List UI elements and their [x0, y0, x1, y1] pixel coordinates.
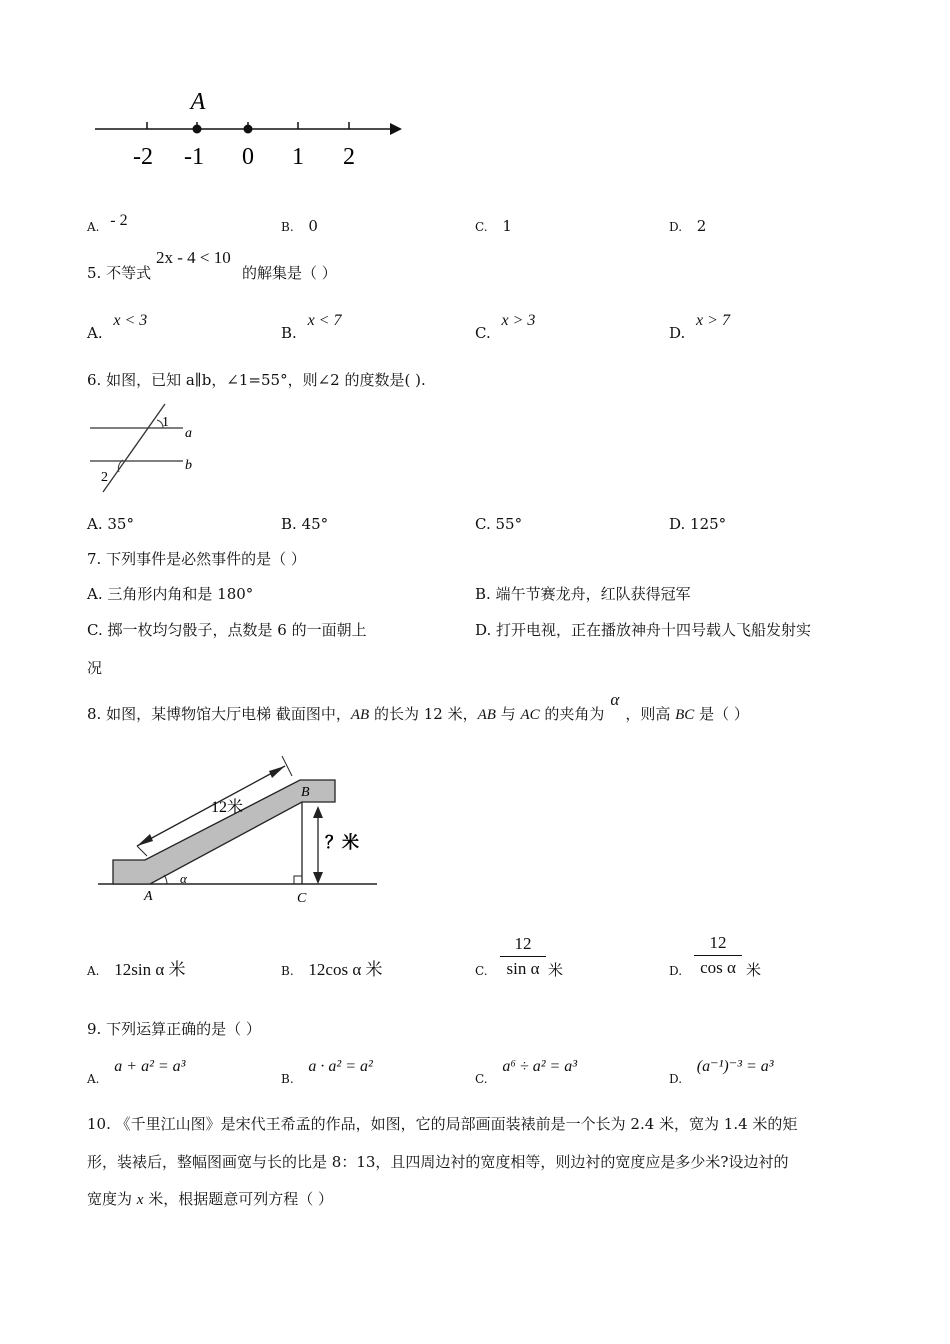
option-letter: D. [669, 515, 686, 533]
option-text: 12cos α 米 [308, 960, 383, 979]
q8-option-b[interactable] [281, 960, 383, 981]
option-letter: C. [475, 1072, 488, 1086]
tick-label: 0 [242, 144, 254, 170]
q6-option-b[interactable] [281, 514, 328, 534]
q5-option-b[interactable] [281, 310, 342, 342]
q8-ab: AB [350, 707, 370, 723]
q6-stem: 6. 如图，已知 a∥b，∠1=55°，则∠2 的度数是( ). [87, 371, 426, 389]
q8-stem-text: 与 [495, 705, 521, 723]
q5-option-c[interactable] [475, 310, 536, 342]
q8-stem-text: 的夹角为 [539, 705, 605, 723]
q8-option-d-unit: 米 [746, 961, 762, 979]
q6-option-c[interactable] [475, 514, 522, 534]
option-text: x > 7 [696, 312, 730, 329]
q10-line-2: 形，装裱后，整幅图画宽与长的比是 8：13，且四周边衬的宽度相等，则边衬的宽度应是多少米?设边衬的 [87, 1153, 789, 1171]
option-letter: D. [669, 964, 683, 978]
q7-option-a[interactable] [87, 584, 253, 604]
q10-line-3 [87, 1189, 333, 1210]
q8-alpha: α [610, 690, 620, 709]
option-letter: C. [87, 621, 103, 639]
option-text: 掷一枚均匀骰子，点数是 6 的一面朝上 [107, 621, 367, 639]
option-text: 12sin α 米 [114, 960, 186, 979]
q8-ab: AB [477, 707, 496, 723]
point-b-label: B [301, 785, 310, 800]
q5-prefix: 5. 不等式 [87, 264, 152, 282]
option-letter: A. [87, 515, 103, 533]
option-text: x < 7 [307, 312, 342, 329]
option-letter: A. [87, 585, 103, 603]
q8-option-d-fraction [694, 933, 742, 978]
line-a-label: a [185, 426, 192, 441]
fraction-numerator: 12 [709, 933, 727, 952]
angle-alpha-label: α [180, 871, 187, 886]
q8-stem-text: 是（ ） [694, 705, 749, 723]
q4-option-d[interactable] [669, 216, 706, 237]
q10-text: 米，根据题意可列方程（ ） [143, 1190, 333, 1208]
option-letter: B. [281, 220, 294, 234]
q9-option-c[interactable] [475, 1056, 578, 1086]
q8-stem-text: 8. 如图，某博物馆大厅电梯 截面图中， [87, 705, 351, 723]
q7-option-c[interactable] [87, 620, 367, 640]
length-label: 12米 [211, 799, 244, 816]
option-letter: D. [475, 621, 492, 639]
q8-stem-text: ，则高 [625, 705, 676, 723]
q7-stem: 7. 下列事件是必然事件的是（ ） [87, 550, 306, 568]
q6-option-a[interactable] [87, 514, 134, 534]
line-b-label: b [185, 458, 192, 473]
q8-stem [87, 690, 749, 725]
q8-option-c-unit: 米 [548, 961, 564, 979]
option-text: 55° [495, 515, 523, 533]
q8-option-c-fraction [500, 934, 546, 979]
tick-label: 1 [292, 144, 304, 170]
point-a-label: A [144, 889, 153, 904]
option-text: 三角形内角和是 180° [107, 585, 254, 603]
q5-expression: 2x - 4 < 10 [156, 248, 231, 267]
q7-continuation: 况 [87, 659, 103, 677]
tick-label: -1 [184, 144, 204, 170]
q4-option-a[interactable] [87, 212, 128, 237]
fraction-denominator: sin α [506, 959, 540, 978]
q5-suffix: 的解集是（ ） [242, 264, 337, 282]
q7-option-d[interactable] [475, 620, 811, 640]
option-text: 打开电视，正在播放神舟十四号载人飞船发射实 [496, 621, 812, 639]
option-text: x > 3 [501, 312, 536, 329]
q8-option-c[interactable] [475, 960, 488, 981]
option-text: 1 [502, 217, 512, 235]
fraction-denominator: cos α [700, 958, 736, 977]
option-text: 125° [690, 515, 727, 533]
q6-parallel-lines-figure [85, 400, 200, 495]
option-text: 35° [107, 515, 134, 533]
q5-option-a[interactable] [87, 310, 148, 342]
q9-option-d[interactable] [669, 1056, 774, 1086]
option-letter: B. [281, 515, 297, 533]
point-a-label: A [190, 89, 206, 115]
option-letter: C. [475, 964, 488, 978]
tick-label: -2 [133, 144, 153, 170]
option-text: - 2 [110, 212, 128, 229]
angle-2-label: 2 [101, 470, 108, 485]
q9-stem: 9. 下列运算正确的是（ ） [87, 1020, 261, 1038]
option-letter: A. [87, 220, 100, 234]
point-a-dot [193, 125, 202, 134]
q6-option-d[interactable] [669, 514, 726, 534]
option-letter: C. [475, 324, 491, 342]
option-text: a⁶ ÷ a² = a³ [502, 1058, 578, 1075]
option-letter: B. [281, 324, 297, 342]
q10-variable: x [136, 1192, 144, 1208]
q10-line-1: 10. 《千里江山图》是宋代王希孟的作品，如图，它的局部画面装裱前是一个长为 2.4 米，宽为 1.4 米的矩 [87, 1115, 798, 1133]
q5-option-d[interactable] [669, 310, 730, 342]
q9-option-a[interactable] [87, 1056, 186, 1086]
option-letter: C. [475, 220, 488, 234]
option-letter: C. [475, 515, 491, 533]
number-line-figure [90, 85, 410, 175]
option-text: 端午节赛龙舟，红队获得冠军 [495, 585, 691, 603]
option-letter: D. [669, 324, 686, 342]
height-label: ？米 [325, 833, 359, 852]
q8-bc: BC [675, 707, 695, 723]
fraction-numerator: 12 [514, 934, 532, 953]
option-letter: B. [475, 585, 491, 603]
q8-escalator-figure [95, 752, 385, 912]
option-letter: A. [87, 324, 103, 342]
option-letter: D. [669, 1072, 683, 1086]
q4-option-b[interactable] [281, 216, 318, 237]
option-letter: B. [281, 1072, 294, 1086]
option-text: x < 3 [113, 312, 148, 329]
tick-label: 2 [343, 144, 355, 170]
origin-dot [244, 125, 253, 134]
q7-option-b[interactable] [475, 584, 691, 604]
angle-1-label: 1 [162, 415, 169, 430]
option-text: a · a² = a² [308, 1058, 373, 1075]
q8-ac: AC [520, 707, 540, 723]
q8-option-a[interactable] [87, 960, 186, 981]
option-letter: A. [87, 1072, 100, 1086]
option-letter: A. [87, 964, 100, 978]
option-letter: D. [669, 220, 683, 234]
option-text: 45° [301, 515, 329, 533]
q10-text: 宽度为 [87, 1190, 137, 1208]
q8-stem-text: 的长为 12 米， [369, 705, 478, 723]
point-c-label: C [297, 891, 307, 906]
q8-option-d[interactable] [669, 960, 682, 981]
option-text: 0 [308, 217, 318, 235]
q5-stem [87, 263, 151, 283]
option-letter: B. [281, 964, 294, 978]
q9-option-b[interactable] [281, 1056, 373, 1086]
q4-option-c[interactable] [475, 216, 512, 237]
option-text: 2 [696, 217, 707, 235]
option-text: a + a² = a³ [114, 1058, 186, 1075]
option-text: (a⁻¹)⁻³ = a³ [696, 1058, 774, 1075]
